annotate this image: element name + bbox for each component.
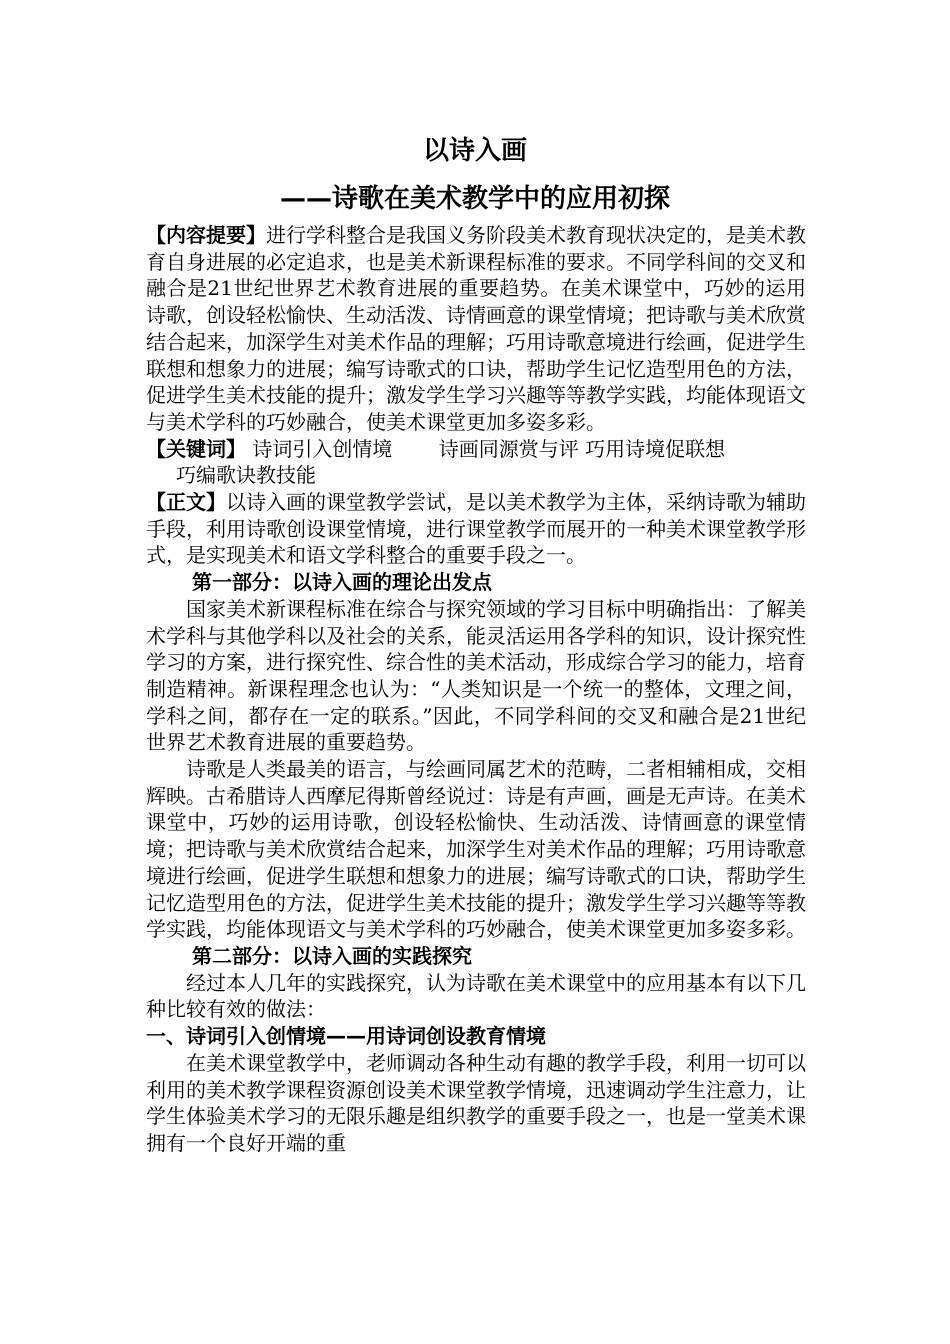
section1-heading: 一、诗词引入创情境——用诗词创设教育情境 — [146, 1024, 546, 1049]
keyword-item: 巧用诗境促联想 — [585, 436, 726, 461]
part1-heading: 第一部分：以诗入画的理论出发点 — [192, 570, 492, 595]
keyword-item: 诗词引入创情境 — [252, 436, 393, 461]
part2-heading: 第二部分：以诗入画的实践探究 — [192, 943, 472, 968]
part2-paragraph-1: 经过本人几年的实践探究，认为诗歌在美术课堂中的应用基本有以下几种比较有效的做法： — [146, 970, 806, 1022]
main-text-label: 【正文】 — [146, 490, 226, 515]
abstract-label: 【内容提要】 — [146, 223, 266, 247]
abstract-paragraph — [146, 222, 806, 436]
keywords-paragraph — [146, 436, 806, 463]
part1-paragraph-1: 国家美术新课程标准在综合与探究领域的学习目标中明确指出：了解美术学科与其他学科以及社会的关系，能灵活运用各学科的知识，设计探究性学习的方案，进行探究性、综合性的美术活动，形成综合学习的能力，培育制造精神。新课程理念也认为：“人类知识是一个统一的整体，文理之间，学科之间，都存在一定的联系。”因此，不同学科间的交叉和融合是21世纪世界艺术教育进展的重要趋势。 — [146, 596, 806, 755]
document-title: 以诗入画 — [422, 136, 527, 166]
keywords-label: 【关键词】 — [146, 436, 246, 461]
main-text-intro: 以诗入画的课堂教学尝试，是以美术教学为主体，采纳诗歌为辅助手段，利用诗歌创设课堂情境，进行课堂教学而展开的一种美术课堂教学形式，是实现美术和语文学科整合的重要手段之一。 — [146, 490, 806, 568]
part1-paragraph-2: 诗歌是人类最美的语言，与绘画同属艺术的范畴，二者相辅相成，交相辉映。古希腊诗人西摩尼得斯曾经说过：诗是有声画，画是无声诗。在美术课堂中，巧妙的运用诗歌，创设轻松愉快、生动活泼、诗情画意的课堂情境；把诗歌与美术欣赏结合起来，加深学生对美术作品的理解；巧用诗歌意境进行绘画，促进学生联想和想象力的进展；编写诗歌式的口诀，帮助学生记忆造型用色的方法，促进学生美术技能的提升；激发学生学习兴趣等等教学实践，均能体现语文与美术学科的巧妙融合，使美术课堂更加多姿多彩。 — [146, 757, 806, 942]
document-subtitle: ——诗歌在美术教学中的应用初探 — [279, 184, 670, 214]
document-body — [146, 222, 806, 1157]
keywords-line-2 — [146, 462, 806, 489]
keyword-item: 巧编歌诀教技能 — [176, 463, 316, 488]
main-text-paragraph — [146, 489, 806, 569]
section1-paragraph-1: 在美术课堂教学中，老师调动各种生动有趣的教学手段，利用一切可以利用的美术教学课程资源创设美术课堂教学情境，迅速调动学生注意力，让学生体验美术学习的无限乐趣是组织教学的重要手段之一，也是一堂美术课拥有一个良好开端的重 — [146, 1050, 806, 1155]
keyword-item: 诗画同源赏与评 — [438, 436, 579, 461]
abstract-text: 进行学科整合是我国义务阶段美术教育现状决定的，是美术教育自身进展的必定追求，也是美术新课程标准的要求。不同学科间的交叉和融合是21世纪世界艺术教育进展的重要趋势。在美术课堂中，巧妙的运用诗歌，创设轻松愉快、生动活泼、诗情画意的课堂情境；把诗歌与美术欣赏结合起来，加深学生对美术作品的理解；巧用诗歌意境进行绘画，促进学生联想和想象力的进展；编写诗歌式的口诀，帮助学生记忆造型用色的方法，促进学生美术技能的提升；激发学生学习兴趣等等教学实践，均能体现语文与美术学科的巧妙融合，使美术课堂更加多姿多彩。 — [146, 223, 806, 434]
